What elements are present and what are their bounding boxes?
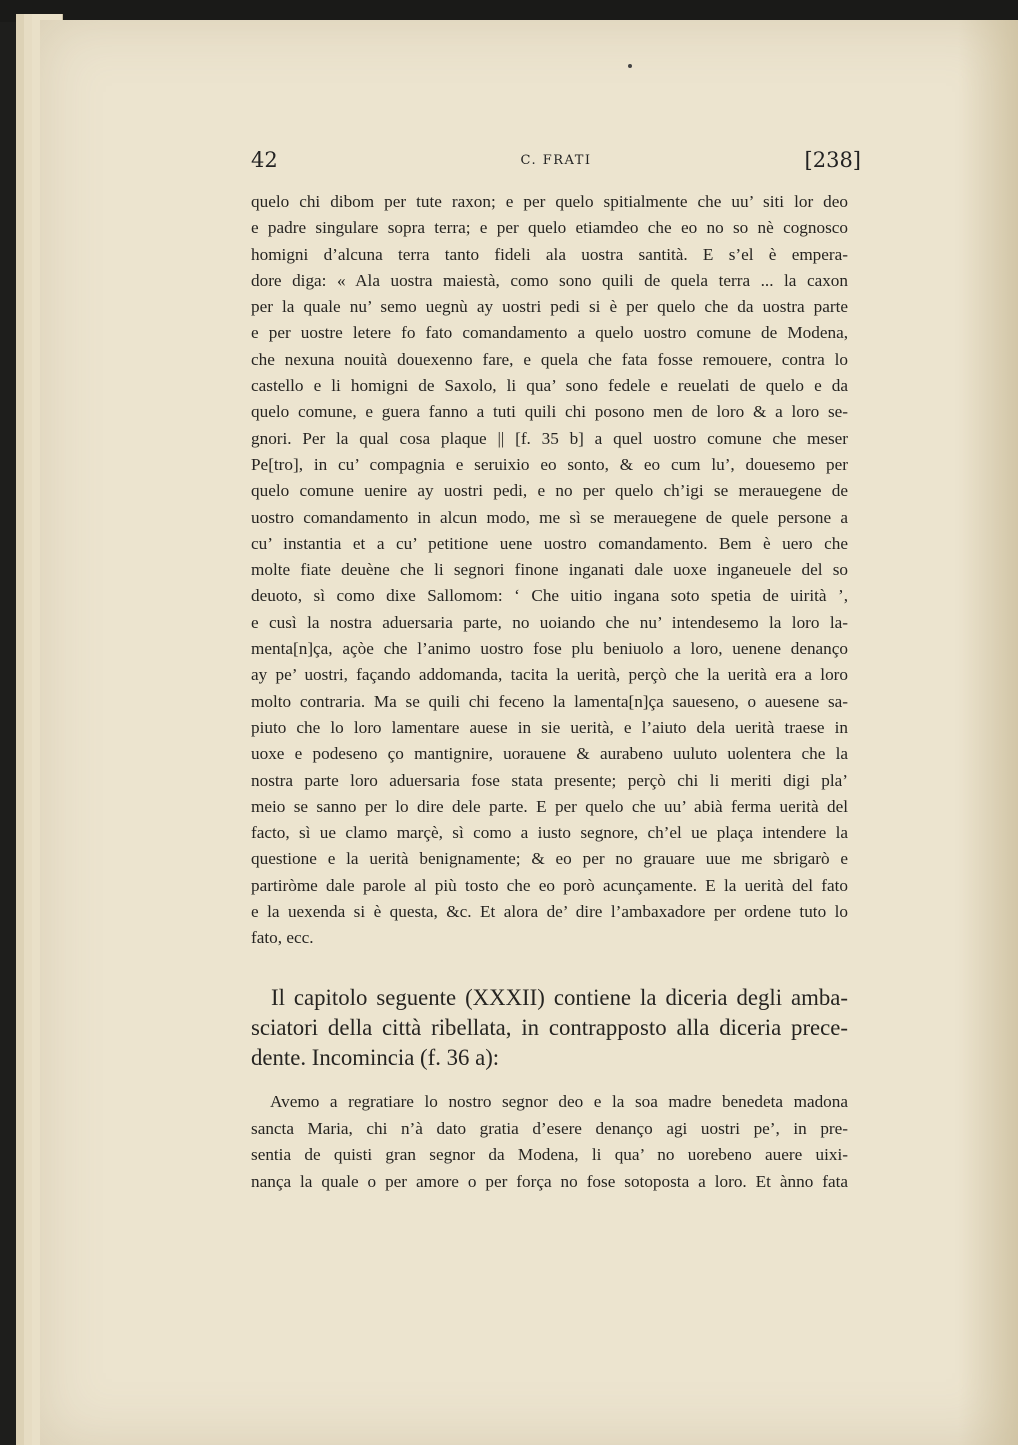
- text-line: fato, ecc.: [251, 928, 314, 948]
- text-line: che nexuna nouità douexenno fare, e quela che fata fosse remouere, contra lo: [251, 349, 848, 369]
- text-line: ay pe’ uostri, façando addomanda, tacita la uerità, perçò che la uerità era a loro: [251, 665, 848, 685]
- text-line: castello e li homigni de Saxolo, li qua’ sono fedele e reuelati de quelo e da: [251, 376, 848, 396]
- text-line: Il capitolo seguente (XXXII) contiene la diceria degli amba-: [271, 985, 848, 1010]
- text-line: piuto che lo loro lamentare auese in sie uerità, e l’aiuto dela uerità traese in: [251, 717, 848, 737]
- text-line: e padre singulare sopra terra; e per quelo etiamdeo che eo no so nè cognosco: [251, 218, 848, 238]
- text-line: menta[n]ça, açòe che l’animo uostro fose plu beniuolo a loro, uenene denanço: [251, 639, 848, 659]
- running-author: C. FRATI: [520, 153, 592, 168]
- quoted-passage: [251, 189, 848, 952]
- text-line: per la quale nu’ semo uegnù ay uostri pedi si è per quelo che da uostra parte: [251, 297, 848, 317]
- text-line: uostro comandamento in alcun modo, me sì se merauegene de quele persone a: [251, 507, 848, 527]
- text-line: quelo chi dibom per tute raxon; e per quelo spitialmente che uu’ siti lor deo: [251, 192, 848, 211]
- text-line: facto, sì ue clamo marçè, sì como a iusto segnore, ch’el ue plaça intendere la: [251, 823, 848, 843]
- text-line: uoxe e podeseno ço mantignire, uorauene & aurabeno uuluto uolentera che la: [251, 744, 848, 764]
- text-line: cu’ instantia et a cu’ petitione uene uostro comandamento. Bem è uero che: [251, 533, 848, 553]
- running-header: [251, 148, 861, 178]
- page-number: 42: [251, 148, 278, 172]
- text-line: sentia de quisti gran segnor da Modena, li qua’ no uorebeno auere uixi-: [251, 1145, 848, 1164]
- text-line: sciatori della città ribellata, in contrapposto alla diceria prece-: [251, 1015, 848, 1040]
- text-line: nostra parte loro aduersaria fose stata presente; perçò chi li meriti digi pla’: [251, 770, 848, 790]
- second-quoted-passage: [251, 1089, 848, 1195]
- ink-speck: [628, 64, 632, 68]
- text-line: meio se sanno per lo dire dele parte. E per quelo che uu’ abià ferma uerità del: [251, 796, 848, 816]
- scan-background: [0, 0, 1018, 22]
- text-line: Pe[tro], in cu’ compagnia e seruixio eo sonto, & eo cum lu’, douesemo per: [251, 454, 848, 474]
- text-line: partiròme dale parole al più tosto che eo porò acunçamente. E la uerità del fato: [251, 875, 848, 895]
- text-line: e per uostre letere fo fato comandamento a quelo uostro comune de Modena,: [251, 323, 848, 343]
- page-shading: [958, 20, 1018, 1445]
- text-line: dente. Incomincia (f. 36 a):: [251, 1045, 500, 1070]
- text-line: dore diga: « Ala uostra maiestà, como sono quili de quela terra ... la caxon: [251, 270, 848, 290]
- text-line: sancta Maria, chi n’à dato gratia d’esere denanço agi uostri pe’, in pre-: [251, 1118, 848, 1138]
- text-line: quelo comune, e guera fanno a tuti quili chi posono men de loro & a loro se-: [251, 402, 848, 422]
- commentary-paragraph: [251, 983, 848, 1073]
- text-line: deuoto, sì como dixe Sallomom: ‘ Che uitio ingana soto spetia de uirità ’,: [251, 586, 848, 606]
- text-line: molto contraria. Ma se quili chi feceno la lamenta[n]ça saueseno, o auesene sa-: [251, 691, 848, 711]
- text-line: quelo comune uenire ay uostri pedi, e no per quelo ch’igi se merauegene de: [251, 481, 848, 501]
- text-line: e la uexenda si è questa, &c. Et alora de’ dire l’ambaxadore per ordene tuto lo: [251, 902, 848, 922]
- bracket-page-number: [238]: [804, 148, 861, 172]
- text-line: nança la quale o per amore o per força no fose sotoposta a loro. Et ànno fata: [251, 1171, 848, 1191]
- text-line: questione e la uerità benignamente; & eo per no grauare uue me sbrigarò e: [251, 849, 848, 869]
- text-line: molte fiate deuène che li segnori finone inganati dale uoxe inganeuele del so: [251, 560, 848, 580]
- text-line: gnori. Per la qual cosa plaque || [f. 35 b] a quel uostro comune che meser: [251, 428, 848, 448]
- text-line: Avemo a regratiare lo nostro segnor deo e la soa madre benedeta madona: [270, 1092, 848, 1111]
- text-line: homigni d’alcuna terra tanto fideli ala uostra santità. E s’el è empera-: [251, 244, 848, 264]
- text-line: e cusì la nostra aduersaria parte, no uoiando che nu’ intendesemo la loro la-: [251, 612, 848, 632]
